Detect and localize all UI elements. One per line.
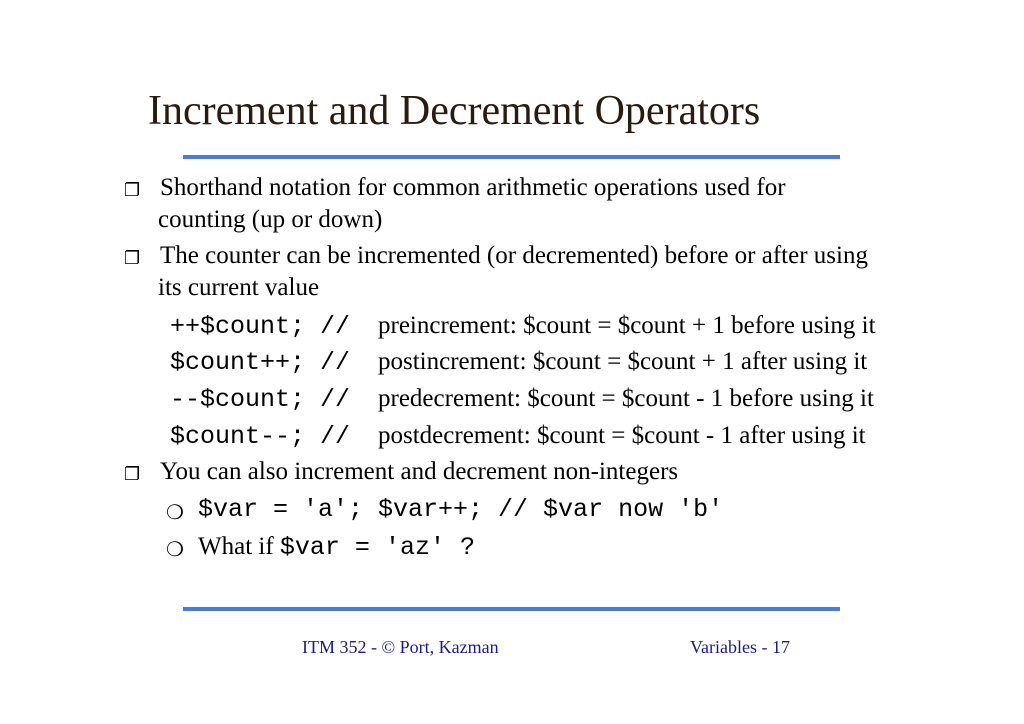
code-snippet: --$count; // bbox=[170, 385, 351, 414]
code-snippet: $count--; // bbox=[170, 422, 351, 451]
code-snippet: ++$count; // bbox=[170, 312, 351, 341]
slide-title: Increment and Decrement Operators bbox=[148, 88, 761, 134]
code-description: postdecrement: $count = $count - 1 after using it bbox=[378, 422, 866, 449]
code-description: predecrement: $count = $count - 1 before using it bbox=[378, 385, 874, 412]
sub-bullet-1-code: $var = 'a'; $var++; // $var now 'b' bbox=[198, 495, 724, 524]
checkbox-bullet-icon: ❐ bbox=[124, 464, 141, 485]
bullet-2-line-2: its current value bbox=[158, 274, 320, 301]
bullet-1-line-2: counting (up or down) bbox=[158, 206, 383, 233]
bullet-3-text: You can also increment and decrement non-integers bbox=[160, 458, 679, 485]
top-divider bbox=[183, 155, 840, 159]
footer-course: ITM 352 - © Port, Kazman bbox=[302, 637, 499, 657]
code-example-postdecrement bbox=[170, 420, 866, 453]
code-example-predecrement bbox=[170, 383, 874, 416]
sub-bullet-2-code: $var = 'az' ? bbox=[279, 533, 475, 562]
bullet-1-line-1: Shorthand notation for common arithmetic operations used for bbox=[160, 174, 786, 201]
checkbox-bullet-icon: ❐ bbox=[124, 180, 141, 201]
checkbox-bullet-icon: ❐ bbox=[124, 248, 141, 269]
bullet-2-line-1: The counter can be incremented (or decremented) before or after using bbox=[160, 242, 868, 269]
bottom-divider bbox=[183, 607, 840, 611]
sub-bullet-2 bbox=[198, 531, 475, 564]
code-description: preincrement: $count = $count + 1 before using it bbox=[378, 312, 876, 339]
sub-bullet-2-prefix: What if bbox=[198, 533, 274, 560]
code-snippet: $count++; // bbox=[170, 348, 351, 377]
code-example-preincrement bbox=[170, 310, 876, 343]
code-description: postincrement: $count = $count + 1 after using it bbox=[378, 348, 868, 375]
code-example-postincrement bbox=[170, 346, 867, 379]
circle-bullet-icon: ❍ bbox=[166, 500, 184, 524]
circle-bullet-icon: ❍ bbox=[166, 537, 184, 561]
footer-page: Variables - 17 bbox=[690, 637, 790, 657]
